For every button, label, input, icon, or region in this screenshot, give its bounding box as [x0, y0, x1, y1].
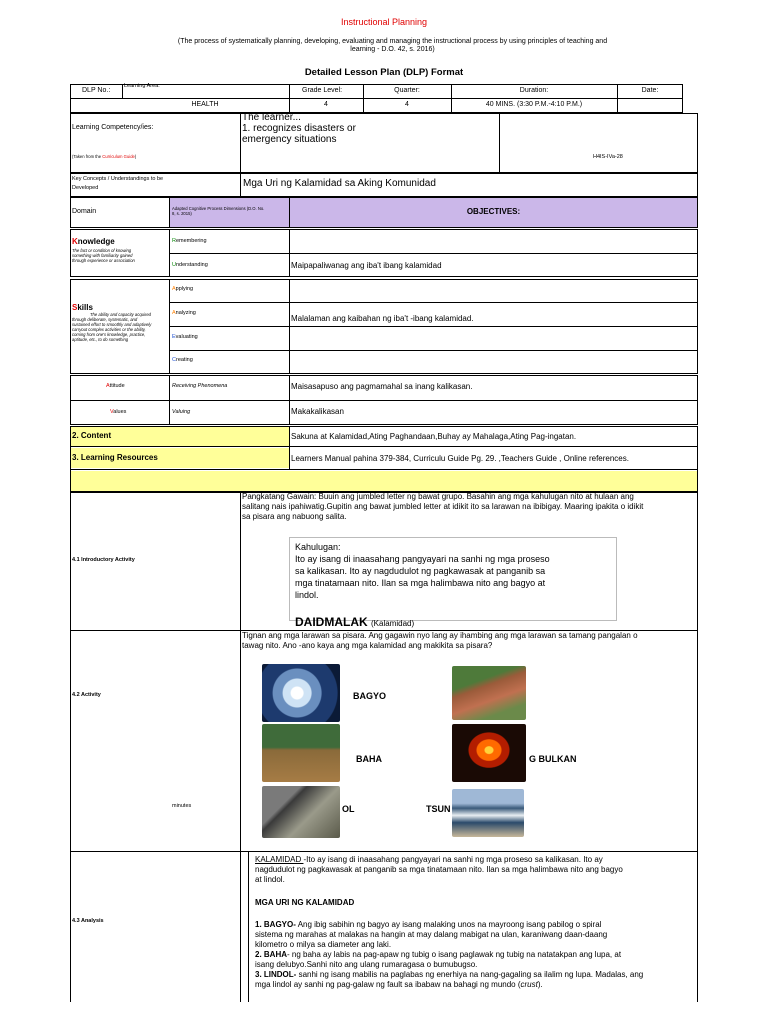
activity-label: 4.2 Activity	[72, 692, 101, 698]
adapted-label: Adapted Cognitive Process Dimensions (D.O. No. 8, s. 2015)	[172, 206, 265, 216]
intro-instructions: Pangkatang Gawain: Buuin ang jumbled letter ng bawat grupo. Basahin ang mga kahulugan nito at hulaan ang salitang nais ipahiwatig.Gupitin ang bawat jumbled letter at idikit ito sa larawan na ibibigay. Maaring ipakita o idikit sa pisara ang nabuong salita.	[242, 492, 644, 521]
jumbled-word: DAIDMALAK (Kalamidad)	[295, 615, 415, 629]
page-subtitle: (The process of systematically planning, developing, evaluating and managing the instructional process by using principles of teaching and learning - D.O. 42, s. 2016)	[177, 38, 608, 53]
key-concepts-value: Mga Uri ng Kalamidad sa Aking Komunidad	[243, 178, 436, 189]
key-concepts-label: Key Concepts / Understandings to be Developed	[72, 176, 164, 191]
competency-code: H4IS-IVa-28	[593, 154, 623, 160]
learning-area-value: HEALTH	[191, 101, 219, 108]
analysis-label: 4.3 Analysis	[72, 918, 104, 924]
quarter-label: Quarter:	[394, 87, 420, 94]
analysis-definition: KALAMIDAD -Ito ay isang di inaasahang pangyayari na sanhi ng mga proseso sa kalikasan. Ito ay nagdudulot ng pagkawasak at panganib sa mga tinatamaan nito. Ilan sa mga halimbawa nito ang bagyo at lindol.	[255, 855, 623, 884]
landslide-photo-icon	[452, 666, 526, 720]
values-label: Values	[110, 409, 127, 415]
word-tsunami: TSUN	[426, 804, 451, 814]
intro-label: 4.1 Introductory Activity	[72, 557, 135, 563]
word-lindol: OL	[342, 804, 355, 814]
competency-label: Learning Competency/ies:	[72, 124, 154, 131]
analysis-items: 1. BAGYO- Ang ibig sabihin ng bagyo ay isang malaking unos na mayroong isang pabilog o spiral sistema ng marahas at malakas na hangin at may dalang mabigat na ulan, karaniwang daan-daang kilometro o milya sa diameter ang laki. 2. BAHA- ng baha ay labis na pag-apaw ng tubig o isang paglawak ng tubig na natatakpan ang lupa, at isang delubyo.Sanhi nito ang ulang rumaragasa o bumubugso. 3. LINDOL- sanhi ng isang mabilis na paglabas ng enerhiya na nang-gagaling sa ilalim ng lupa. Madalas, ang mga lindol ay sanhi ng pag-galaw ng fault sa ibabaw na bahagi ng mundo (crust).	[255, 920, 644, 989]
grade-label: Grade Level:	[302, 87, 343, 94]
activity-instructions: Tignan ang mga larawan sa pisara. Ang gagawin nyo lang ay ihambing ang mga larawan sa tamang pangalan o tawag nito. Ano -ano kaya ang mga kalamidad ang makikita sa pisara?	[242, 631, 638, 650]
blank-yellow-row	[71, 471, 697, 491]
remembering-label: Remembering	[172, 238, 207, 244]
page-title: Instructional Planning	[340, 17, 428, 27]
values-process: Valuing	[172, 409, 191, 415]
applying-label: Applying	[172, 286, 194, 292]
knowledge-desc: The fact or condition of knowing something with familiarity gained through experience or association	[72, 248, 135, 263]
resources-value: Learners Manual pahina 379-384, Curriculu Guide Pg. 29. ,Teachers Guide , Online references.	[291, 454, 629, 463]
competency-note: (Taken from the Curriculum Guide)	[72, 154, 137, 159]
knowledge-title: Knowledge	[72, 237, 115, 246]
attitude-objective: Maisasapuso ang pagmamahal sa inang kalikasan.	[291, 382, 473, 391]
duration-value: 40 MINS. (3:30 P.M.-4:10 P.M.)	[485, 101, 583, 108]
typhoon-photo-icon	[262, 664, 340, 722]
content-label: 2. Content	[72, 431, 112, 440]
tsunami-photo-icon	[452, 789, 524, 837]
understanding-objective: Maipapaliwanag ang iba't ibang kalamidad	[291, 261, 442, 270]
duration-label: Duration:	[519, 87, 549, 94]
word-bagyo: BAGYO	[353, 691, 387, 701]
attitude-process: Receiving Phenomena	[172, 383, 228, 389]
competency-row	[70, 113, 698, 173]
quarter-value: 4	[405, 101, 409, 108]
analyzing-objective: Malalaman ang kaibahan ng iba't -ibang kalamidad.	[291, 314, 474, 323]
dlp-no-label: DLP No.:	[82, 87, 111, 94]
analysis-heading: MGA URI NG KALAMIDAD	[255, 898, 355, 907]
understanding-label: Understanding	[172, 262, 208, 268]
grade-value: 4	[324, 101, 328, 108]
earthquake-photo-icon	[262, 786, 340, 838]
skills-desc: The ability and capacity acquired through deliberate, systematic, and sustained effort to smoothly and adaptively carryout complex activities or the ability, coming from one's knowledge, practice, aptitude, etc., to do something	[72, 312, 152, 342]
objectives-label: OBJECTIVES:	[466, 207, 521, 216]
resources-label: 3. Learning Resources	[72, 453, 158, 462]
date-label: Date:	[641, 87, 659, 94]
learning-area-label: Learning Area:	[124, 83, 160, 89]
attitude-label: Attitude	[106, 383, 125, 389]
values-objective: Makakalikasan	[291, 407, 344, 416]
volcano-photo-icon	[452, 724, 526, 782]
skills-title: Skills	[72, 303, 93, 312]
dlp-title: Detailed Lesson Plan (DLP) Format	[304, 67, 464, 78]
word-baha: BAHA	[356, 754, 382, 764]
activity-minutes: minutes	[172, 803, 192, 809]
word-bulkan: G BULKAN	[529, 754, 577, 764]
definition-text: Kahulugan: Ito ay isang di inaasahang pangyayari na sanhi ng mga proseso sa kalikasan. Ito ay nagdudulot ng pagkawasak at panganib sa mga tinatamaan nito. Ilan sa mga halimbawa nito ang bagyo at lindol.	[295, 542, 550, 600]
domain-label: Domain	[72, 208, 97, 215]
evaluating-label: Evaluating	[172, 334, 198, 340]
creating-label: Creating	[172, 357, 193, 363]
content-value: Sakuna at Kalamidad,Ating Paghandaan,Buhay ay Mahalaga,Ating Pag-ingatan.	[291, 432, 577, 441]
analyzing-label: Analyzing	[172, 310, 196, 316]
flood-photo-icon	[262, 724, 340, 782]
competency-learner: The learner... 1. recognizes disasters or emergency situations	[242, 112, 356, 145]
